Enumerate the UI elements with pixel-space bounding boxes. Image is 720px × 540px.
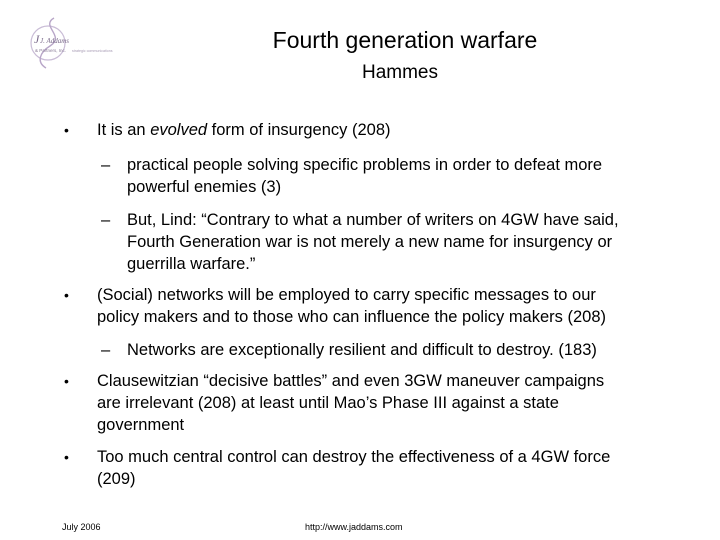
bullet-2-line-1: (Social) networks will be employed to carry specific messages to our [97, 286, 596, 304]
bullet-marker: • [64, 287, 69, 303]
sub-bullet-1-1-line-1: practical people solving specific problems in order to defeat more [127, 156, 603, 174]
sub-bullet-1-1 [127, 154, 707, 198]
logo-brand-line-1: J. Addams [40, 37, 70, 45]
sub-bullet-2-1-line-1: Networks are exceptionally resilient and difficult to destroy. (183) [127, 341, 597, 359]
bullet-4-line-2: (209) [97, 470, 136, 488]
sub-bullet-2-1 [127, 339, 707, 361]
bullet-1-text [97, 119, 697, 141]
slide-subtitle: Hammes [361, 62, 438, 83]
bullet-1-text-part-3: form of insurgency (208) [207, 121, 391, 139]
sub-bullet-1-2-line-1: But, Lind: “Contrary to what a number of writers on 4GW have said, [127, 211, 619, 229]
bullet-3-text [97, 370, 707, 436]
sub-bullet-marker: – [101, 341, 111, 359]
sub-bullet-1-2 [127, 209, 707, 275]
sub-bullet-marker: – [101, 156, 111, 174]
sub-bullet-1-2-line-3: guerrilla warfare.” [127, 255, 256, 273]
footer-url[interactable]: http://www.jaddams.com [305, 522, 403, 532]
bullet-marker: • [64, 373, 69, 389]
bullet-3-line-2: are irrelevant (208) at least until Mao’s Phase III against a state [97, 394, 559, 412]
bullet-1-text-part-1: It is an [97, 121, 151, 139]
bullet-marker: • [64, 122, 69, 138]
bullet-3-line-1: Clausewitzian “decisive battles” and even 3GW maneuver campaigns [97, 372, 605, 390]
logo-brand-line-2: & Partners, Inc. [35, 48, 67, 53]
sub-bullet-1-2-line-2: Fourth Generation war is not merely a new name for insurgency or [127, 233, 613, 251]
bullet-3-line-3: government [97, 416, 185, 434]
bullet-2-text [97, 284, 707, 328]
logo-monogram: J [34, 32, 40, 46]
sub-bullet-marker: – [101, 211, 111, 229]
bullet-marker: • [64, 449, 69, 465]
sub-bullet-1-1-line-2: powerful enemies (3) [127, 178, 282, 196]
slide-title: Fourth generation warfare [272, 27, 538, 53]
bullet-4-line-1: Too much central control can destroy the effectiveness of a 4GW force [97, 448, 611, 466]
bullet-2-line-2: policy makers and to those who can influence the policy makers (208) [97, 308, 607, 326]
footer-date: July 2006 [62, 522, 101, 532]
bullet-4-text [97, 446, 707, 490]
bullet-1-emphasis: evolved [150, 121, 208, 139]
logo-tagline: strategic communications [72, 49, 113, 53]
